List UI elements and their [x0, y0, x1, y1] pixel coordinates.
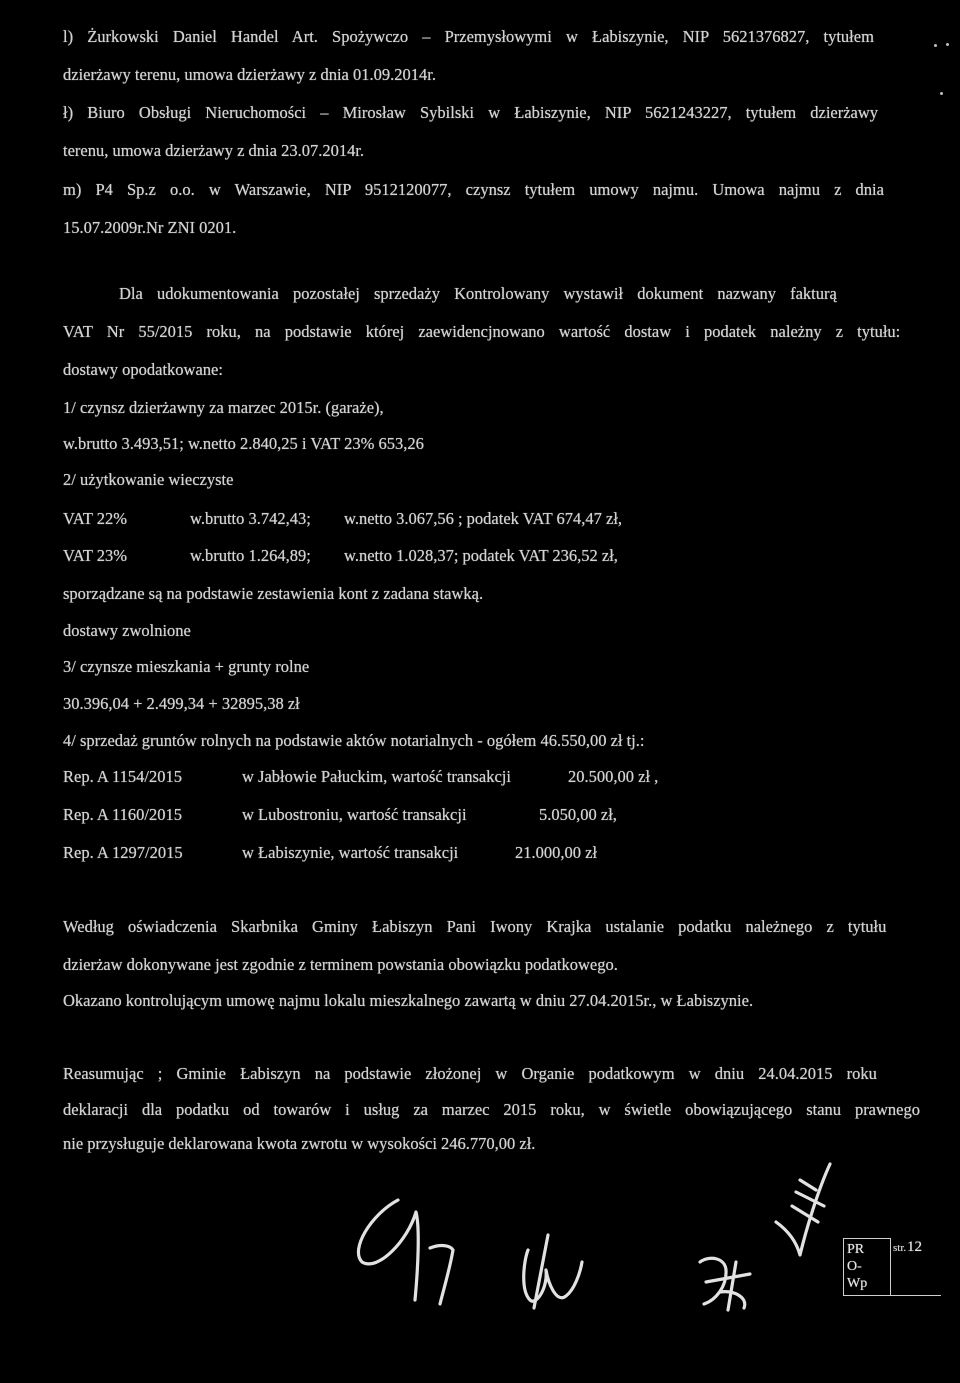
page-number: 12: [907, 1239, 922, 1255]
item-l-line1-text: l) Żurkowski Daniel Handel Art. Spożywczo – Przemysłowymi w Łabiszynie, NIP 5621376827, tytułem: [63, 27, 874, 46]
rep-row-2-place: w Lubostroniu, wartość transakcji: [242, 805, 467, 824]
vat-row-1-rate: VAT 22%: [63, 509, 128, 528]
vat-row-1-netto: w.netto 3.067,56 ; podatek VAT 674,47 zł,: [344, 509, 623, 528]
signature-4-icon: [776, 1164, 830, 1255]
stamp-line-1: PR: [847, 1242, 865, 1257]
para2-line1: sporządzane są na podstawie zestawienia kont z zadana stawką.: [63, 584, 484, 603]
vat-row-1-brutto: w.brutto 3.742,43;: [190, 509, 311, 528]
para2-line2: dostawy zwolnione: [63, 621, 191, 640]
para3-line1: Według oświadczenia Skarbnika Gminy Łabiszyn Pani Iwony Krajka ustalanie podatku należnego z tytułu: [63, 917, 887, 936]
para4-line1: Reasumując ; Gminie Łabiszyn na podstawie złożonej w Organie podatkowym w dniu 24.04.2015 roku: [63, 1064, 877, 1083]
item-l2-line1: ł) Biuro Obsługi Nieruchomości – Mirosław Sybilski w Łabiszynie, NIP 5621243227, tytułem dzierżawy: [63, 103, 879, 122]
para1-line5: w.brutto 3.493,51; w.netto 2.840,25 i VAT 23% 653,26: [63, 434, 424, 453]
rep-row-2-value: 5.050,00 zł,: [539, 805, 617, 824]
stamp-box: [843, 1238, 891, 1296]
para1-line6: 2/ użytkowanie wieczyste: [63, 470, 234, 489]
stamp-line-2: O-: [847, 1259, 862, 1274]
vat-row-2-rate: VAT 23%: [63, 546, 128, 565]
para2-line5: 4/ sprzedaż gruntów rolnych na podstawie aktów notarialnych - ogółem 46.550,00 zł tj.:: [63, 731, 645, 750]
signature-1-icon: [358, 1200, 418, 1300]
vat-row-2-netto: w.netto 1.028,37; podatek VAT 236,52 zł,: [344, 546, 618, 565]
para1-line3: dostawy opodatkowane:: [63, 360, 223, 379]
para4-line2: deklaracji dla podatku od towarów i usług za marzec 2015 roku, w świetle obowiązującego stanu prawnego: [63, 1100, 920, 1119]
rep-row-2-number: Rep. A 1160/2015: [63, 805, 183, 824]
vat-row-2-brutto: w.brutto 1.264,89;: [190, 546, 311, 565]
rep-row-3-number: Rep. A 1297/2015: [63, 843, 183, 862]
item-l2-line2: terenu, umowa dzierżawy z dnia 23.07.2014r.: [63, 141, 365, 160]
rep-row-3-place: w Łabiszynie, wartość transakcji: [242, 843, 459, 862]
rep-row-1-place: w Jabłowie Pałuckim, wartość transakcji: [242, 767, 511, 786]
signature-2-icon: [524, 1250, 582, 1301]
para1-line4: 1/ czynsz dzierżawny za marzec 2015r. (garaże),: [63, 398, 384, 417]
stamp-underline: [891, 1295, 941, 1296]
rep-row-1-value: 20.500,00 zł ,: [568, 767, 659, 786]
signature-3-icon: [700, 1258, 750, 1310]
para1-line2: VAT Nr 55/2015 roku, na podstawie której zaewidencjnowano wartość dostaw i podatek należny z tytułu:: [63, 322, 901, 341]
para3-line2: dzierżaw dokonywane jest zgodnie z terminem powstania obowiązku podatkowego.: [63, 955, 618, 974]
para4-line3: nie przysługuje deklarowana kwota zwrotu w wysokości 246.770,00 zł.: [63, 1134, 536, 1153]
page-stamp: [843, 1238, 941, 1296]
item-l-line2: dzierżawy terenu, umowa dzierżawy z dnia 01.09.2014r.: [63, 65, 436, 84]
para1-line1: Dla udokumentowania pozostałej sprzedaży Kontrolowany wystawił dokument nazwany fakturą: [119, 284, 837, 303]
item-m-line2: 15.07.2009r.Nr ZNI 0201.: [63, 218, 237, 237]
para2-line4: 30.396,04 + 2.499,34 + 32895,38 zł: [63, 694, 300, 713]
para3-line3: Okazano kontrolującym umowę najmu lokalu mieszkalnego zawartą w dniu 27.04.2015r., w Łabiszynie.: [63, 991, 754, 1010]
rep-row-1-number: Rep. A 1154/2015: [63, 767, 183, 786]
signature-1b-icon: [430, 1246, 453, 1304]
page-prefix: str.: [893, 1242, 907, 1254]
para2-line3: 3/ czynsze mieszkania + grunty rolne: [63, 657, 310, 676]
rep-row-3-value: 21.000,00 zł: [515, 843, 598, 862]
item-m-line1: m) P4 Sp.z o.o. w Warszawie, NIP 9512120077, czynsz tytułem umowy najmu. Umowa najmu z dnia: [63, 180, 884, 199]
stamp-line-3: Wp: [847, 1276, 868, 1291]
